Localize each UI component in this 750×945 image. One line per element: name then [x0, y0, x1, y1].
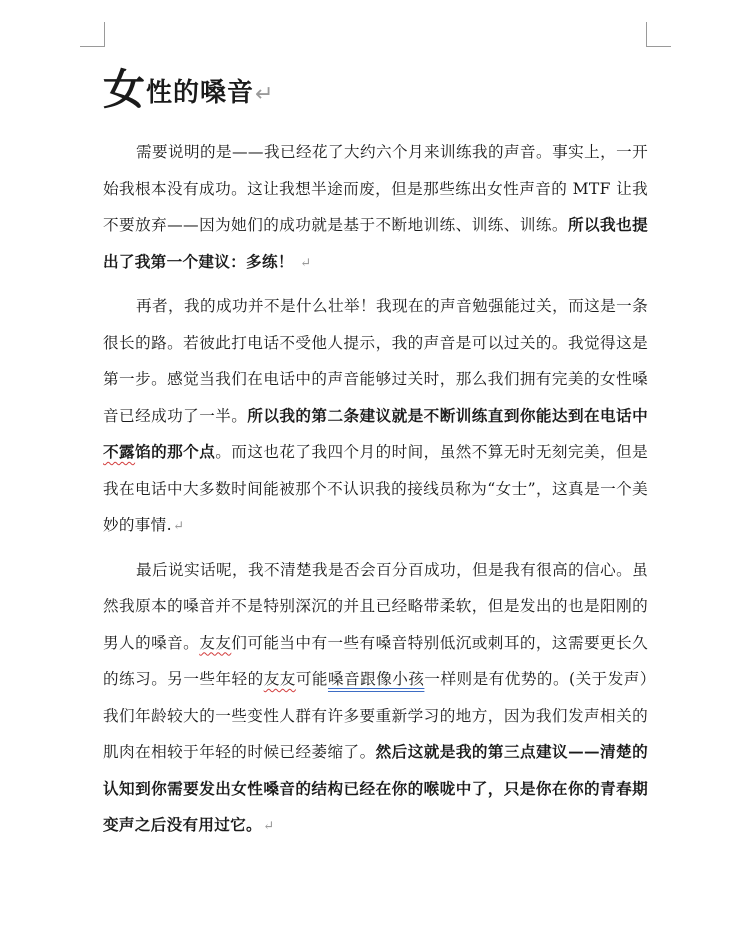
paragraph-2-bold-1: 所以我的第二条建议就是不断训练直到你能达到在电话中 — [247, 405, 648, 425]
page-corner-mark-top-right — [646, 22, 671, 47]
spellcheck-underline: 友友 — [263, 670, 296, 688]
paragraph-1-text: 需要说明的是——我已经花了大约六个月来训练我的声音。事实上，一开始我根本没有成功。这让我想半途而废，但是那些练出女性声音的 MTF 让我不要放弃——因为她们的成功就是基于不断地训练、训练、训练。 — [103, 143, 648, 234]
paragraph-1-bold: 所以我也提出了我第一个建议：多练！ — [103, 215, 648, 271]
paragraph-1 — [103, 134, 648, 282]
paragraph-mark-icon: ↵ — [262, 819, 275, 834]
paragraph-2-text-end: 。而这也花了我四个月的时间，虽然不算无时无刻完美，但是我在电话中大多数时间能被那个不认识我的接线员称为“女士”，这真是一个美妙的事情. — [103, 443, 648, 534]
paragraph-3-bold: 然后这就是我的第三点建议——清楚的认知到你需要发出女性嗓音的结构已经在你的喉咙中了，只是你在你的青春期变声之后没有用过它。 — [103, 742, 648, 834]
title-initial-char: 女 — [103, 65, 147, 114]
paragraph-mark-icon: ↵ — [255, 81, 275, 107]
paragraph-2 — [103, 288, 648, 546]
document-page[interactable] — [103, 60, 648, 846]
paragraph-3-text: 最后说实话呢，我不清楚我是否会百分百成功，但是我有很高的信心。虽然我原本的嗓音并不是特别深沉的并且已经略带柔软，但是发出的也是阳刚的男人的嗓音。 — [103, 560, 648, 652]
document-title — [103, 60, 648, 120]
paragraph-2-bold-2: 馅的那个点 — [135, 442, 216, 461]
paragraph-3 — [103, 552, 648, 846]
paragraph-mark-icon: ↵ — [172, 519, 185, 534]
grammar-underline: 嗓音跟像小孩 — [327, 670, 425, 688]
paragraph-mark-icon: ↵ — [300, 255, 312, 271]
paragraph-3-text-d: 一样则是有优势的。(关于发声）我们年龄较大的一些变性人群有许多要重新学习的地方，因为我们发声相关的肌肉在相较于年轻的时候已经萎缩了。 — [103, 670, 648, 761]
spellcheck-underline: 友友 — [199, 633, 232, 652]
spellcheck-underline: 不露 — [103, 442, 136, 461]
title-rest: 性的嗓音 — [146, 78, 255, 108]
page-corner-mark-top-left — [80, 22, 105, 47]
paragraph-3-text-c: 可能 — [295, 670, 328, 688]
paragraph-3-text-b: 们可能当中有一些有嗓音特别低沉或刺耳的，这需要更长久的练习。另一些年轻的 — [103, 633, 648, 688]
paragraph-2-text: 再者，我的成功并不是什么壮举！我现在的声音勉强能过关，而这是一条很长的路。若彼此打电话不受他人提示，我的声音是可以过关的。我觉得这是第一步。感觉当我们在电话中的声音能够过关时，那么我们拥有完美的女性嗓音已经成功了一半。 — [103, 297, 648, 425]
